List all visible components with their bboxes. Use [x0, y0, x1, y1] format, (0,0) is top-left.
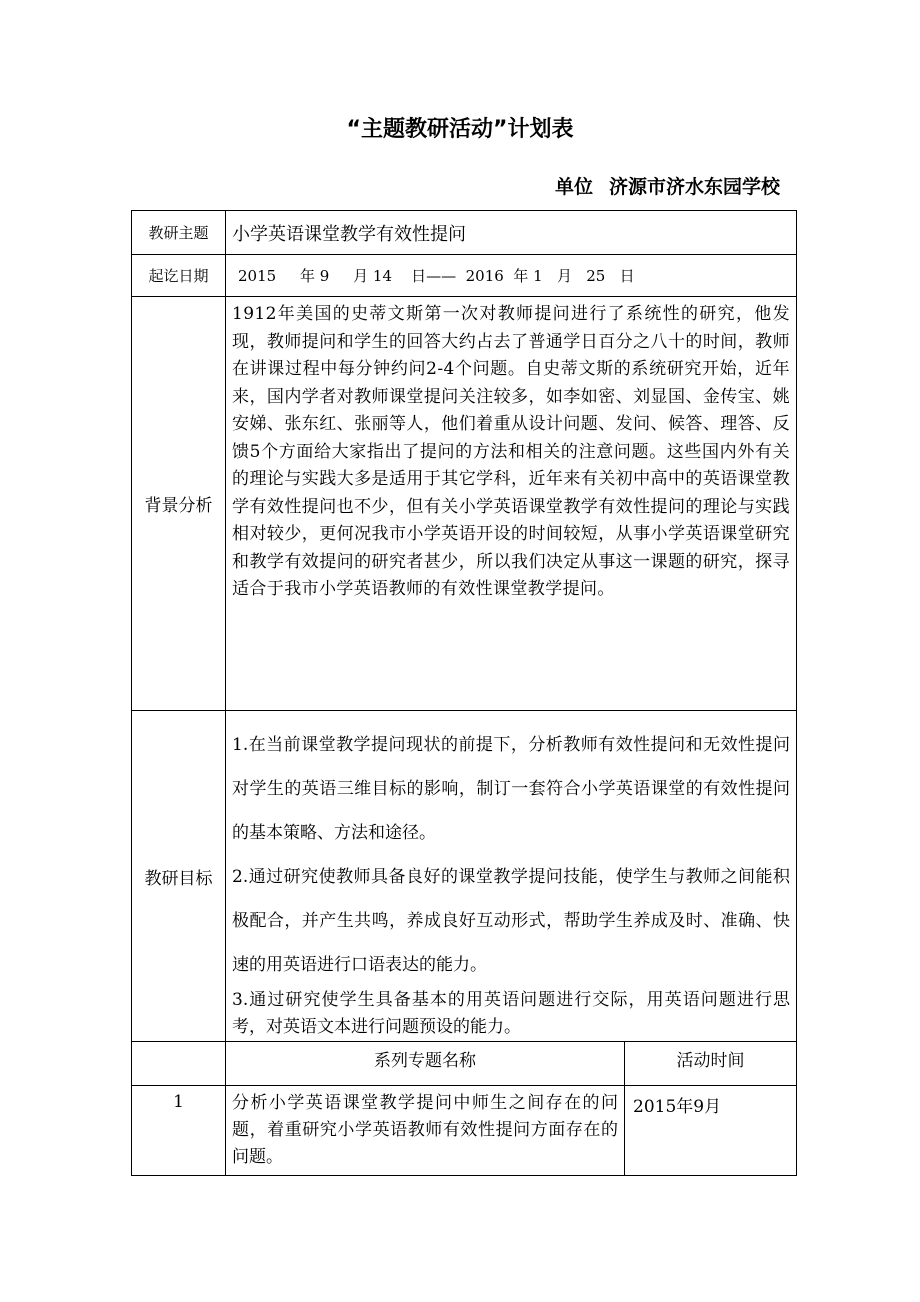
goals-row [132, 711, 797, 1042]
time-header: 活动时间 [625, 1042, 797, 1086]
background-label: 背景分析 [132, 297, 226, 711]
date-value: 2015 年 9 月 14 日—— 2016 年 1 月 25 日 [226, 255, 797, 297]
row-time: 2015年9月 [625, 1086, 797, 1176]
unit-line [555, 172, 780, 199]
unit-label: 单位 [554, 176, 593, 198]
goal-item: 1.在当前课堂教学提问现状的前提下，分析教师有效性提问和无效性提问对学生的英语三维目标的影响，制订一套符合小学英语课堂的有效性提问的基本策略、方法和途径。 [232, 735, 790, 843]
background-text: 1912年美国的史蒂文斯第一次对教师提问进行了系统性的研究，他发现，教师提问和学生的回答大约占去了普通学日百分之八十的时间，教师在讲课过程中每分钟约问2-4个问题。自史蒂文斯的系统研究开始，近年来，国内学者对教师课堂提问关注较多，如李如密、刘显国、金传宝、姚安娣、张东红、张丽等人，他们着重从设计问题、发问、候答、理答、反馈5个方面给大家指出了提问的方法和相关的注意问题。这些国内外有关的理论与实践大多是适用于其它学科，近年来有关初中高中的英语课堂教学有效性提问也不少，但有关小学英语课堂教学有效性提问的理论与实践相对较少，更何况我市小学英语开设的时间较短，从事小学英语课堂研究和教学有效提问的研究者甚少，所以我们决定从事这一课题的研究，探寻适合于我市小学英语教师的有效性课堂教学提问。 [226, 297, 797, 711]
series-header: 系列专题名称 [226, 1042, 625, 1086]
goals-cell [226, 711, 797, 1042]
goals-label: 教研目标 [132, 711, 226, 1042]
row-index: 1 [132, 1086, 226, 1176]
topic-row [132, 211, 797, 255]
background-row [132, 297, 797, 711]
row-series-name: 分析小学英语课堂教学提问中师生之间存在的问题，着重研究小学英语教师有效性提问方面存在的问题。 [226, 1086, 625, 1176]
page-title: “主题教研活动”计划表 [346, 117, 574, 142]
table-row [132, 1086, 797, 1176]
date-row [132, 255, 797, 297]
topic-value: 小学英语课堂教学有效性提问 [226, 211, 797, 255]
goal-item: 3.通过研究使学生具备基本的用英语问题进行交际，用英语问题进行思考，对英语文本进行问题预设的能力。 [232, 990, 790, 1037]
plan-table [131, 210, 797, 1176]
topic-label: 教研主题 [132, 211, 226, 255]
goal-item: 2.通过研究使教师具备良好的课堂教学提问技能，使学生与教师之间能积极配合，并产生共鸣，养成良好互动形式，帮助学生养成及时、准确、快速的用英语进行口语表达的能力。 [232, 867, 790, 975]
date-label: 起讫日期 [132, 255, 226, 297]
unit-name: 济源市济水东园学校 [608, 176, 780, 198]
series-header-row [132, 1042, 797, 1086]
series-header-blank [132, 1042, 226, 1086]
